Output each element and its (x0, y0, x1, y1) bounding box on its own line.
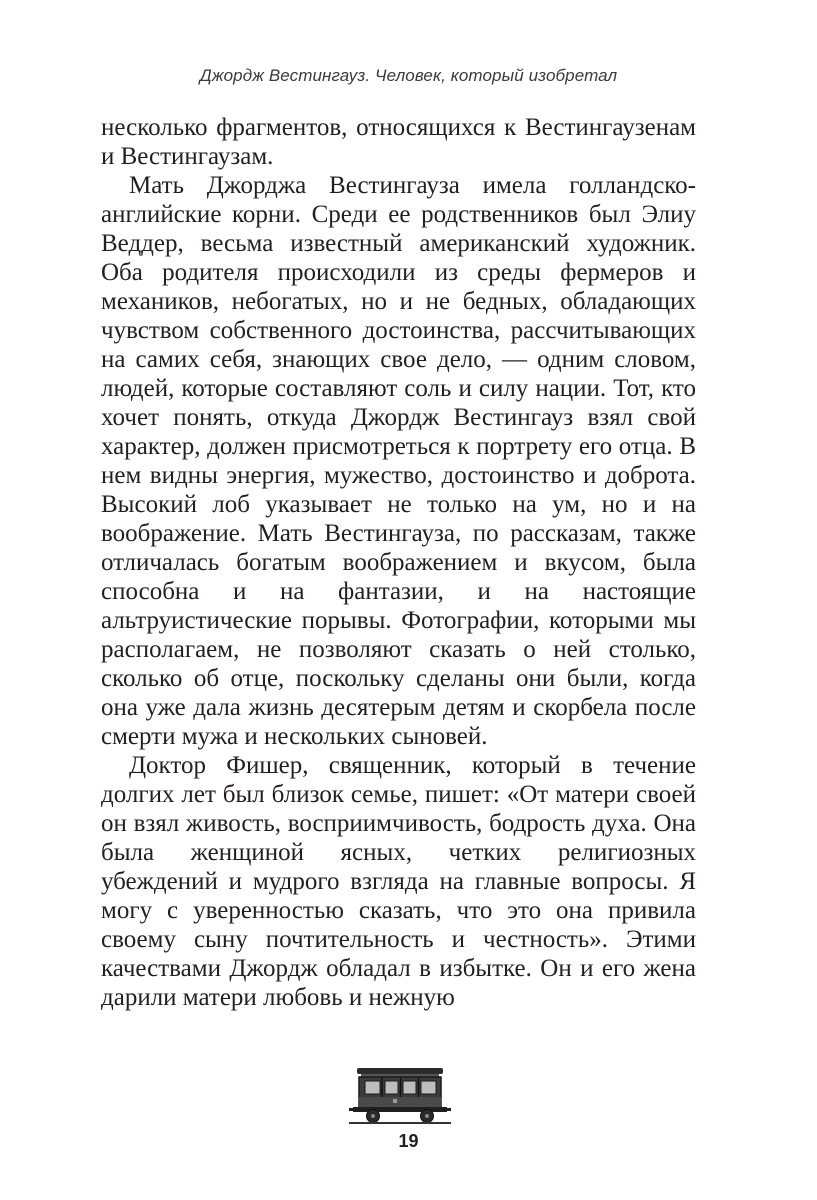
running-head: Джордж Вестингауз. Человек, который изобретал (199, 66, 618, 85)
paragraph-continued: несколько фрагментов, относящихся к Вестингаузенам и Вестингаузам. (101, 114, 696, 170)
body-text (101, 113, 696, 1012)
paragraph: Доктор Фишер, священник, который в течение долгих лет был близок семье, пишет: «От матери своей он взял живость, восприимчивость, бодрость духа. Она была женщиной ясных, четких религиозных убеждений и мудрого взгляда на главные вопросы. Я могу с уверенностью сказать, что это она привила своему сыну почтительность и честность». Этими качествами Джордж обладал в избытке. Он и его жена дарили матери любовь и нежную (101, 752, 696, 1011)
railway-car-icon (349, 1066, 451, 1124)
page-number: 19 (398, 1131, 419, 1151)
paragraph: Мать Джорджа Вестингауза имела голландско-английские корни. Среди ее родственников был Элиу Веддер, весьма известный американский художник. Оба родителя происходили из среды фермеров и механиков, небогатых, но и не бедных, обладающих чувством собственного достоинства, рассчитывающих на самих себя, знающих свое дело, — одним словом, людей, которые составляют соль и силу нации. Тот, кто хочет понять, откуда Джордж Вестингауз взял свой характер, должен присмотреться к портрету его отца. В нем видны энергия, мужество, достоинство и доброта. Высокий лоб указывает не только на ум, но и на воображение. Мать Вестингауза, по рассказам, также отличалась богатым воображением и вкусом, была способна и на фантазии, и на настоящие альтруистические порывы. Фотографии, которыми мы располагаем, не позволяют сказать о ней столько, сколько об отце, поскольку сделаны они были, когда она уже дала жизнь десятерым детям и скорбела после смерти мужа и нескольких сыновей. (101, 172, 696, 750)
